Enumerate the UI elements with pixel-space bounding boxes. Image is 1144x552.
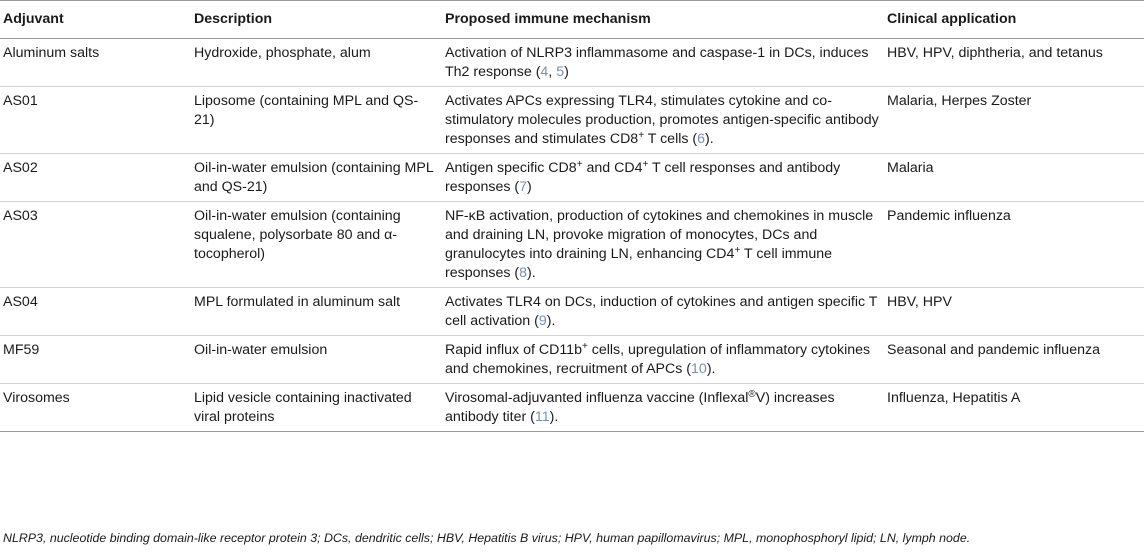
cell-adjuvant: MF59 xyxy=(0,336,191,384)
cell-adjuvant: AS02 xyxy=(0,154,191,202)
table-row xyxy=(0,384,1144,432)
reference-link[interactable]: 4 xyxy=(540,64,549,80)
header-mechanism: Proposed immune mechanism xyxy=(442,1,884,39)
cell-mechanism xyxy=(442,39,884,87)
cell-application: HBV, HPV, diphtheria, and tetanus xyxy=(884,39,1144,87)
cell-description: Oil-in-water emulsion (containing MPL and QS-21) xyxy=(191,154,442,202)
mechanism-text: ) xyxy=(527,179,532,195)
superscript: + xyxy=(642,159,649,170)
reference-link[interactable]: 10 xyxy=(691,361,707,377)
cell-application: Influenza, Hepatitis A xyxy=(884,384,1144,432)
table-header-row xyxy=(0,1,1144,39)
table-row xyxy=(0,202,1144,288)
cell-description: MPL formulated in aluminum salt xyxy=(191,288,442,336)
cell-adjuvant: Virosomes xyxy=(0,384,191,432)
cell-description: Oil-in-water emulsion (containing squalene, polysorbate 80 and α-tocopherol) xyxy=(191,202,442,288)
header-adjuvant: Adjuvant xyxy=(0,1,191,39)
cell-mechanism xyxy=(442,154,884,202)
cell-description: Lipid vesicle containing inactivated viral proteins xyxy=(191,384,442,432)
cell-application: Malaria, Herpes Zoster xyxy=(884,87,1144,154)
reference-link[interactable]: 11 xyxy=(534,409,550,425)
mechanism-text: Activates TLR4 on DCs, induction of cytokines and antigen specific T cell activation ( xyxy=(445,294,878,329)
reference-link[interactable]: 7 xyxy=(519,179,528,195)
mechanism-text: T cell immune responses ( xyxy=(445,246,833,281)
table-row xyxy=(0,154,1144,202)
cell-mechanism xyxy=(442,202,884,288)
table-row xyxy=(0,87,1144,154)
cell-description: Hydroxide, phosphate, alum xyxy=(191,39,442,87)
superscript: + xyxy=(638,130,645,141)
cell-adjuvant: AS01 xyxy=(0,87,191,154)
reference-link[interactable]: 8 xyxy=(519,265,528,281)
mechanism-text: ). xyxy=(527,265,536,281)
mechanism-text: ). xyxy=(546,313,556,329)
table-row xyxy=(0,39,1144,87)
reference-link[interactable]: 6 xyxy=(697,131,706,147)
cell-application: Seasonal and pandemic influenza xyxy=(884,336,1144,384)
mechanism-text: cells, upregulation of inflammatory cytokines and chemokines, recruitment of APCs ( xyxy=(445,342,871,377)
cell-description: Liposome (containing MPL and QS-21) xyxy=(191,87,442,154)
mechanism-text: Activation of NLRP3 inflammasome and caspase-1 in DCs, induces Th2 response ( xyxy=(445,45,869,80)
reference-link[interactable]: 5 xyxy=(556,64,565,80)
mechanism-text: Activates APCs expressing TLR4, stimulates cytokine and co-stimulatory molecules production, promotes antigen-specific antibody responses and stimulates CD8 xyxy=(445,93,879,147)
mechanism-text: Antigen specific CD8 xyxy=(445,160,577,176)
cell-application: HBV, HPV xyxy=(884,288,1144,336)
superscript: ® xyxy=(748,389,756,400)
mechanism-text: ) xyxy=(564,64,569,80)
header-application: Clinical application xyxy=(884,1,1144,39)
cell-mechanism xyxy=(442,384,884,432)
mechanism-text: ). xyxy=(549,409,559,425)
cell-adjuvant: AS04 xyxy=(0,288,191,336)
mechanism-text: , xyxy=(548,64,557,80)
cell-mechanism xyxy=(442,288,884,336)
mechanism-text: Virosomal-adjuvanted influenza vaccine (Inflexal xyxy=(445,390,749,406)
mechanism-text: ). xyxy=(705,131,714,147)
mechanism-text: NF-κB activation, production of cytokines and chemokines in muscle and draining LN, provoke migration of monocytes, DCs and granulocytes into draining LN, enhancing CD4 xyxy=(445,208,874,262)
superscript: + xyxy=(734,245,741,256)
reference-link[interactable]: 9 xyxy=(538,313,547,329)
table-footnote: NLRP3, nucleotide binding domain-like receptor protein 3; DCs, dendritic cells; HBV, Hepatitis B virus; HPV, human papillomavirus; MPL, monophosphoryl lipid; LN, lymph node. xyxy=(3,531,971,545)
cell-adjuvant: AS03 xyxy=(0,202,191,288)
mechanism-text: ). xyxy=(706,361,716,377)
header-description: Description xyxy=(191,1,442,39)
table-row xyxy=(0,336,1144,384)
cell-mechanism xyxy=(442,87,884,154)
superscript: + xyxy=(581,341,588,352)
cell-application: Pandemic influenza xyxy=(884,202,1144,288)
table-row xyxy=(0,288,1144,336)
mechanism-text: Rapid influx of CD11b xyxy=(445,342,582,358)
cell-mechanism xyxy=(442,336,884,384)
cell-description: Oil-in-water emulsion xyxy=(191,336,442,384)
mechanism-text: T cell responses and antibody responses ( xyxy=(445,160,841,195)
mechanism-text: T cells ( xyxy=(644,131,698,147)
mechanism-text: V) increases antibody titer ( xyxy=(445,390,835,425)
cell-application: Malaria xyxy=(884,154,1144,202)
cell-adjuvant: Aluminum salts xyxy=(0,39,191,87)
mechanism-text: and CD4 xyxy=(582,160,643,176)
superscript: + xyxy=(576,159,583,170)
